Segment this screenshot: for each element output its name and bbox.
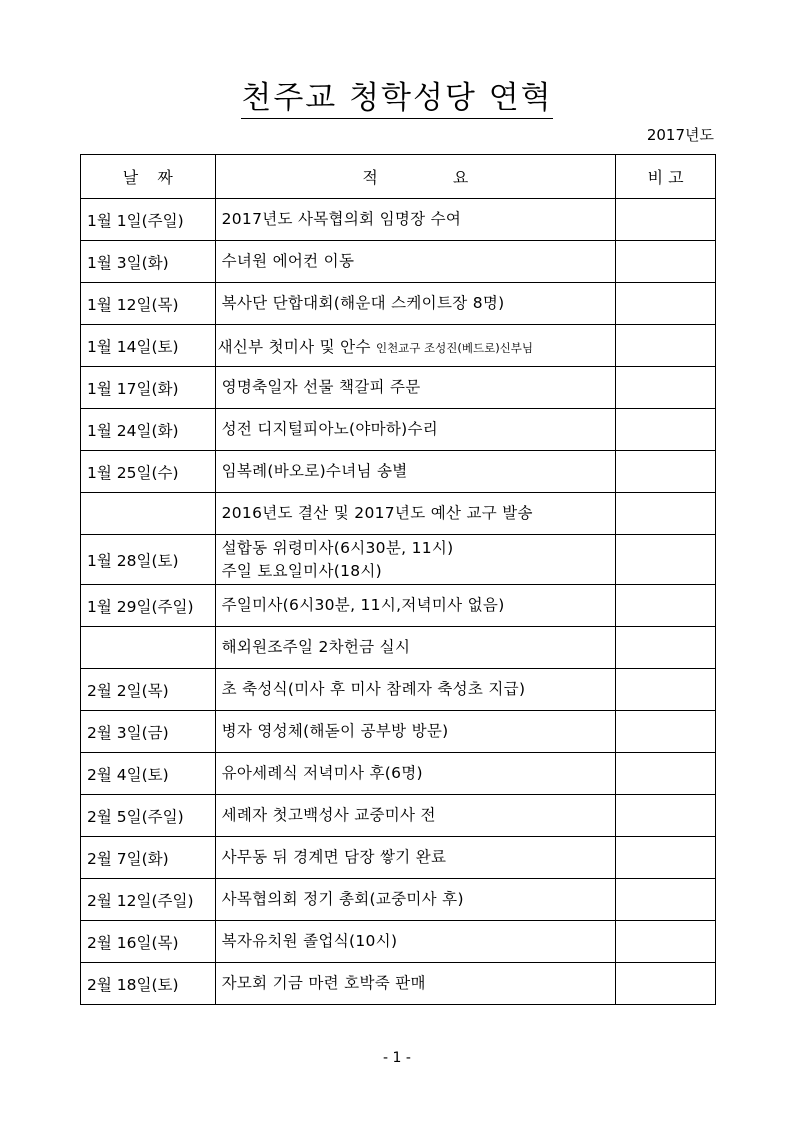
description-line: 성전 디지털피아노(야마하)수리 — [221, 420, 439, 438]
table-row — [81, 367, 716, 409]
description-line: 설합동 위령미사(6시30분, 11시) — [221, 538, 454, 557]
page-number: - 1 - — [383, 1050, 411, 1066]
row-date: 1월 12일(목) — [81, 283, 216, 325]
table-row — [81, 669, 716, 711]
header-date: 날 짜 — [81, 155, 216, 199]
row-note — [616, 795, 716, 837]
description-line: 병자 영성체(해돋이 공부방 방문) — [221, 722, 449, 740]
description-line: 사무동 뒤 경계면 담장 쌓기 완료 — [221, 848, 447, 866]
description-line: 세례자 첫고백성사 교중미사 전 — [221, 806, 436, 824]
table-row — [81, 879, 716, 921]
table-row — [81, 753, 716, 795]
row-note — [616, 535, 716, 585]
row-description — [215, 627, 616, 669]
row-note — [616, 837, 716, 879]
table-row — [81, 325, 716, 367]
row-description — [215, 963, 616, 1005]
row-description — [215, 367, 616, 409]
document-title — [0, 72, 794, 117]
table-row — [81, 451, 716, 493]
row-description — [215, 241, 616, 283]
row-description — [215, 921, 616, 963]
row-description — [215, 711, 616, 753]
row-description — [215, 879, 616, 921]
row-note — [616, 627, 716, 669]
row-description — [215, 409, 616, 451]
description-main: 새신부 첫미사 및 안수 — [217, 337, 371, 356]
row-description — [215, 199, 616, 241]
row-date: 1월 3일(화) — [81, 241, 216, 283]
row-note — [616, 753, 716, 795]
history-table — [80, 154, 716, 1005]
description-line: 초 축성식(미사 후 미사 참례자 축성초 지급) — [221, 680, 526, 698]
row-date: 2월 2일(목) — [81, 669, 216, 711]
row-note — [616, 879, 716, 921]
description-line: 유아세례식 저녁미사 후(6명) — [221, 764, 423, 782]
description-line: 복자유치원 졸업식(10시) — [221, 932, 398, 950]
row-description — [215, 753, 616, 795]
row-date: 1월 29일(주일) — [81, 585, 216, 627]
description-line: 2016년도 결산 및 2017년도 예산 교구 발송 — [221, 504, 533, 522]
table-row — [81, 585, 716, 627]
description-line: 복사단 단합대회(해운대 스케이트장 8명) — [221, 294, 505, 312]
document-title-text: 천주교 청학성당 연혁 — [241, 80, 552, 119]
table-row — [81, 409, 716, 451]
table-row — [81, 627, 716, 669]
row-description — [215, 795, 616, 837]
row-description — [215, 669, 616, 711]
row-date: 1월 28일(토) — [81, 535, 216, 585]
history-rows — [81, 199, 716, 1005]
row-date — [81, 493, 216, 535]
row-date: 1월 25일(수) — [81, 451, 216, 493]
description-line: 주일미사(6시30분, 11시,저녁미사 없음) — [221, 596, 505, 614]
row-date: 2월 16일(목) — [81, 921, 216, 963]
row-note — [616, 963, 716, 1005]
row-date: 2월 5일(주일) — [81, 795, 216, 837]
header-note: 비 고 — [616, 155, 716, 199]
row-note — [616, 669, 716, 711]
header-row — [81, 155, 716, 199]
row-date: 2월 4일(토) — [81, 753, 216, 795]
row-date: 1월 17일(화) — [81, 367, 216, 409]
table-row — [81, 963, 716, 1005]
row-description — [215, 535, 616, 585]
row-date: 2월 3일(금) — [81, 711, 216, 753]
description-line: 주일 토요일미사(18시) — [221, 561, 383, 580]
row-description — [215, 585, 616, 627]
year-label: 2017년도 — [646, 126, 714, 144]
row-note — [616, 241, 716, 283]
row-note — [616, 325, 716, 367]
table-row — [81, 795, 716, 837]
description-note-small: 인천교구 조성진(베드로)신부님 — [375, 340, 534, 355]
table-row — [81, 921, 716, 963]
row-date: 2월 7일(화) — [81, 837, 216, 879]
row-date: 1월 1일(주일) — [81, 199, 216, 241]
table-row — [81, 711, 716, 753]
row-description — [215, 451, 616, 493]
table-row — [81, 837, 716, 879]
description-line: 2017년도 사목협의회 임명장 수여 — [221, 210, 462, 228]
row-note — [616, 367, 716, 409]
row-description — [215, 837, 616, 879]
header-desc: 적 요 — [215, 155, 616, 199]
row-date: 2월 12일(주일) — [81, 879, 216, 921]
row-date: 1월 24일(화) — [81, 409, 216, 451]
row-note — [616, 711, 716, 753]
table-row — [81, 283, 716, 325]
table-row — [81, 241, 716, 283]
table-row — [81, 493, 716, 535]
row-date: 1월 14일(토) — [81, 325, 216, 367]
row-date — [81, 627, 216, 669]
table-row — [81, 535, 716, 585]
row-note — [616, 409, 716, 451]
description-line: 사목협의회 정기 총회(교중미사 후) — [221, 890, 464, 908]
description-line: 해외원조주일 2차헌금 실시 — [221, 638, 411, 656]
row-note — [616, 493, 716, 535]
row-date: 2월 18일(토) — [81, 963, 216, 1005]
row-description — [215, 283, 616, 325]
table-row — [81, 199, 716, 241]
row-description — [215, 325, 616, 367]
row-note — [616, 921, 716, 963]
row-description — [215, 493, 616, 535]
row-note — [616, 451, 716, 493]
description-line: 임복례(바오로)수녀님 송별 — [221, 462, 408, 480]
description-line: 자모회 기금 마련 호박죽 판매 — [221, 974, 426, 992]
description-line: 수녀원 에어컨 이동 — [221, 252, 355, 270]
row-note — [616, 283, 716, 325]
description-line: 영명축일자 선물 책갈피 주문 — [221, 378, 421, 396]
row-note — [616, 199, 716, 241]
row-note — [616, 585, 716, 627]
